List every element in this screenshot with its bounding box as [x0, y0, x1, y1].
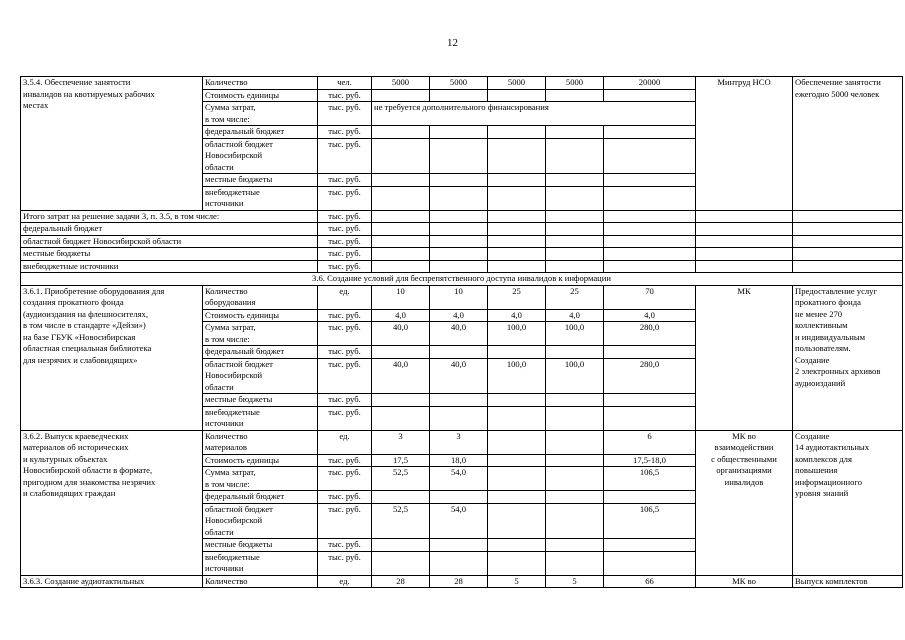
year-value-cell: [546, 235, 604, 248]
year-value-cell: [488, 346, 546, 359]
unit-cell: тыс. руб.: [318, 186, 372, 210]
year-value-cell: [546, 260, 604, 273]
unit-cell: тыс. руб.: [318, 260, 372, 273]
indicator-label: местные бюджеты: [203, 394, 318, 407]
executor-cell: [696, 210, 793, 223]
year-value-cell: [488, 503, 546, 539]
expected-result-cell: [793, 223, 903, 236]
indicator-label: внебюджетные источники: [203, 551, 318, 575]
year-value-cell: [372, 89, 430, 102]
executor-cell: Минтруд НСО: [696, 77, 793, 211]
executor-cell: [696, 260, 793, 273]
indicator-label: Сумма затрат, в том числе:: [203, 322, 318, 346]
year-value-cell: [546, 346, 604, 359]
year-value-cell: [372, 491, 430, 504]
year-value-cell: [372, 126, 430, 139]
total-value-cell: 106,5: [604, 467, 696, 491]
program-activities-table: [20, 76, 903, 588]
year-value-cell: 40,0: [430, 322, 488, 346]
unit-cell: тыс. руб.: [318, 174, 372, 187]
year-value-cell: [372, 551, 430, 575]
year-value-cell: [488, 551, 546, 575]
year-value-cell: 10: [372, 285, 430, 309]
total-value-cell: [604, 406, 696, 430]
total-value-cell: 6: [604, 430, 696, 454]
indicator-label: внебюджетные источники: [203, 186, 318, 210]
indicator-label: федеральный бюджет: [203, 346, 318, 359]
total-value-cell: [604, 539, 696, 552]
year-value-cell: [430, 235, 488, 248]
unit-cell: тыс. руб.: [318, 309, 372, 322]
unit-cell: тыс. руб.: [318, 358, 372, 394]
table-row: [21, 273, 903, 286]
year-value-cell: 4,0: [430, 309, 488, 322]
year-value-cell: [372, 174, 430, 187]
total-label: местные бюджеты: [21, 248, 318, 261]
year-value-cell: [546, 503, 604, 539]
year-value-cell: [488, 491, 546, 504]
year-value-cell: [372, 406, 430, 430]
year-value-cell: [546, 551, 604, 575]
year-value-cell: [430, 223, 488, 236]
year-value-cell: 3: [430, 430, 488, 454]
year-value-cell: 28: [372, 575, 430, 588]
indicator-label: Количество материалов: [203, 430, 318, 454]
total-value-cell: 280,0: [604, 358, 696, 394]
year-value-cell: [546, 394, 604, 407]
unit-cell: тыс. руб.: [318, 223, 372, 236]
table-row: [21, 575, 903, 588]
year-value-cell: [488, 186, 546, 210]
indicator-label: Количество оборудования: [203, 285, 318, 309]
table-row: [21, 235, 903, 248]
unit-cell: тыс. руб.: [318, 210, 372, 223]
expected-result-cell: Обеспечение занятости ежегодно 5000 человек: [793, 77, 903, 211]
year-value-cell: [372, 394, 430, 407]
indicator-label: Количество: [203, 77, 318, 90]
unit-cell: тыс. руб.: [318, 346, 372, 359]
total-value-cell: 70: [604, 285, 696, 309]
year-value-cell: [546, 430, 604, 454]
expected-result-cell: [793, 248, 903, 261]
unit-cell: тыс. руб.: [318, 138, 372, 174]
year-value-cell: 40,0: [430, 358, 488, 394]
indicator-label: внебюджетные источники: [203, 406, 318, 430]
year-value-cell: 5000: [546, 77, 604, 90]
year-value-cell: [488, 430, 546, 454]
year-value-cell: [546, 210, 604, 223]
indicator-label: Стоимость единицы: [203, 309, 318, 322]
year-value-cell: [372, 138, 430, 174]
year-value-cell: [488, 89, 546, 102]
total-value-cell: 280,0: [604, 322, 696, 346]
year-value-cell: [546, 126, 604, 139]
year-value-cell: [430, 138, 488, 174]
indicator-label: федеральный бюджет: [203, 126, 318, 139]
table-row: [21, 430, 903, 454]
year-value-cell: 40,0: [372, 358, 430, 394]
total-value-cell: [604, 551, 696, 575]
year-value-cell: 17,5: [372, 454, 430, 467]
year-value-cell: 28: [430, 575, 488, 588]
expected-result-cell: [793, 235, 903, 248]
activity-title: 3.6.3. Создание аудиотактильных: [21, 575, 203, 588]
year-value-cell: [546, 454, 604, 467]
indicator-label: областной бюджет Новосибирской области: [203, 358, 318, 394]
unit-cell: тыс. руб.: [318, 126, 372, 139]
year-value-cell: [430, 260, 488, 273]
unit-cell: тыс. руб.: [318, 539, 372, 552]
total-value-cell: 106,5: [604, 503, 696, 539]
year-value-cell: 4,0: [546, 309, 604, 322]
year-value-cell: 100,0: [488, 322, 546, 346]
year-value-cell: [372, 210, 430, 223]
indicator-label: местные бюджеты: [203, 539, 318, 552]
indicator-label: Сумма затрат, в том числе:: [203, 102, 318, 126]
unit-cell: тыс. руб.: [318, 454, 372, 467]
total-value-cell: [604, 210, 696, 223]
total-value-cell: [604, 394, 696, 407]
indicator-label: областной бюджет Новосибирской области: [203, 503, 318, 539]
year-value-cell: [488, 260, 546, 273]
expected-result-cell: Предоставление услуг прокатного фонда не менее 270 коллективным и индивидуальным пользователям. Создание 2 электронных архивов аудиоизданий: [793, 285, 903, 430]
year-value-cell: [488, 248, 546, 261]
unit-cell: тыс. руб.: [318, 322, 372, 346]
year-value-cell: 54,0: [430, 503, 488, 539]
year-value-cell: [488, 406, 546, 430]
executor-cell: МК во взаимодействии с общественными организациями инвалидов: [696, 430, 793, 575]
year-value-cell: [372, 186, 430, 210]
year-value-cell: 5000: [430, 77, 488, 90]
year-value-cell: [488, 235, 546, 248]
year-value-cell: [488, 394, 546, 407]
year-value-cell: [430, 89, 488, 102]
total-value-cell: [604, 260, 696, 273]
activity-title: 3.6.1. Приобретение оборудования для создания прокатного фонда (аудиоиздания на флешносителях, в том числе в стандарте «Дейзи») на базе ГБУК «Новосибирская областная специальная библиотека для незрячих и слабовидящих»: [21, 285, 203, 430]
year-value-cell: 25: [546, 285, 604, 309]
year-value-cell: [488, 138, 546, 174]
financing-note: не требуется дополнительного финансирования: [372, 102, 696, 126]
year-value-cell: 100,0: [546, 322, 604, 346]
year-value-cell: [430, 346, 488, 359]
activity-title: 3.6.2. Выпуск краеведческих материалов об исторических и культурных объектах Новосибирской области в формате, пригодном для знакомства незрячих и слабовидящих граждан: [21, 430, 203, 575]
year-value-cell: [546, 174, 604, 187]
total-value-cell: [604, 235, 696, 248]
section-header: 3.6. Создание условий для беспрепятственного доступа инвалидов к информации: [21, 273, 903, 286]
table-row: [21, 210, 903, 223]
year-value-cell: [546, 539, 604, 552]
total-value-cell: 66: [604, 575, 696, 588]
executor-cell: МК: [696, 285, 793, 430]
indicator-label: местные бюджеты: [203, 174, 318, 187]
year-value-cell: [546, 186, 604, 210]
unit-cell: ед.: [318, 430, 372, 454]
unit-cell: тыс. руб.: [318, 467, 372, 491]
indicator-label: Стоимость единицы: [203, 454, 318, 467]
year-value-cell: [546, 467, 604, 491]
unit-cell: чел.: [318, 77, 372, 90]
unit-cell: тыс. руб.: [318, 235, 372, 248]
expected-result-cell: Создание 14 аудиотактильных комплексов для повышения информационного уровня знаний: [793, 430, 903, 575]
total-value-cell: [604, 89, 696, 102]
unit-cell: тыс. руб.: [318, 89, 372, 102]
year-value-cell: [546, 89, 604, 102]
year-value-cell: [546, 406, 604, 430]
year-value-cell: 3: [372, 430, 430, 454]
total-value-cell: [604, 491, 696, 504]
indicator-label: федеральный бюджет: [203, 491, 318, 504]
year-value-cell: [430, 186, 488, 210]
year-value-cell: [372, 235, 430, 248]
total-value-cell: [604, 126, 696, 139]
year-value-cell: [488, 174, 546, 187]
year-value-cell: [430, 126, 488, 139]
year-value-cell: [372, 346, 430, 359]
unit-cell: тыс. руб.: [318, 503, 372, 539]
year-value-cell: [372, 248, 430, 261]
year-value-cell: [430, 174, 488, 187]
year-value-cell: 4,0: [488, 309, 546, 322]
year-value-cell: [372, 223, 430, 236]
total-label: Итого затрат на решение задачи 3, п. 3.5, в том числе:: [21, 210, 318, 223]
indicator-label: областной бюджет Новосибирской области: [203, 138, 318, 174]
table-body: [21, 77, 903, 588]
unit-cell: тыс. руб.: [318, 394, 372, 407]
year-value-cell: 54,0: [430, 467, 488, 491]
table-row: [21, 285, 903, 309]
unit-cell: тыс. руб.: [318, 551, 372, 575]
indicator-label: Количество: [203, 575, 318, 588]
year-value-cell: [430, 539, 488, 552]
total-value-cell: [604, 138, 696, 174]
total-value-cell: 4,0: [604, 309, 696, 322]
table-row: [21, 77, 903, 90]
total-value-cell: [604, 174, 696, 187]
year-value-cell: 18,0: [430, 454, 488, 467]
unit-cell: тыс. руб.: [318, 491, 372, 504]
year-value-cell: [488, 223, 546, 236]
year-value-cell: 10: [430, 285, 488, 309]
unit-cell: ед.: [318, 285, 372, 309]
unit-cell: ед.: [318, 575, 372, 588]
year-value-cell: 25: [488, 285, 546, 309]
expected-result-cell: Выпуск комплектов: [793, 575, 903, 588]
total-value-cell: 17,5-18,0: [604, 454, 696, 467]
year-value-cell: [546, 248, 604, 261]
total-label: федеральный бюджет: [21, 223, 318, 236]
year-value-cell: [430, 248, 488, 261]
year-value-cell: [372, 539, 430, 552]
table-row: [21, 260, 903, 273]
year-value-cell: [546, 138, 604, 174]
executor-cell: [696, 248, 793, 261]
executor-cell: [696, 235, 793, 248]
unit-cell: тыс. руб.: [318, 406, 372, 430]
page-number: 12: [447, 37, 458, 49]
year-value-cell: [546, 223, 604, 236]
table-row: [21, 223, 903, 236]
total-value-cell: [604, 346, 696, 359]
year-value-cell: [488, 467, 546, 491]
total-value-cell: [604, 223, 696, 236]
total-label: внебюджетные источники: [21, 260, 318, 273]
table-row: [21, 248, 903, 261]
year-value-cell: [430, 210, 488, 223]
total-value-cell: [604, 248, 696, 261]
indicator-label: Стоимость единицы: [203, 89, 318, 102]
executor-cell: [696, 223, 793, 236]
year-value-cell: 5: [546, 575, 604, 588]
year-value-cell: [430, 491, 488, 504]
year-value-cell: [430, 394, 488, 407]
expected-result-cell: [793, 260, 903, 273]
year-value-cell: 52,5: [372, 467, 430, 491]
year-value-cell: 40,0: [372, 322, 430, 346]
indicator-label: Сумма затрат, в том числе:: [203, 467, 318, 491]
year-value-cell: 100,0: [488, 358, 546, 394]
year-value-cell: 5000: [372, 77, 430, 90]
year-value-cell: [488, 454, 546, 467]
unit-cell: тыс. руб.: [318, 102, 372, 126]
year-value-cell: 52,5: [372, 503, 430, 539]
year-value-cell: [488, 210, 546, 223]
expected-result-cell: [793, 210, 903, 223]
year-value-cell: 100,0: [546, 358, 604, 394]
year-value-cell: [488, 126, 546, 139]
year-value-cell: [430, 551, 488, 575]
year-value-cell: [430, 406, 488, 430]
year-value-cell: [488, 539, 546, 552]
year-value-cell: [546, 491, 604, 504]
executor-cell: МК во: [696, 575, 793, 588]
total-value-cell: [604, 186, 696, 210]
unit-cell: тыс. руб.: [318, 248, 372, 261]
year-value-cell: 4,0: [372, 309, 430, 322]
activity-title: 3.5.4. Обеспечение занятости инвалидов на квотируемых рабочих местах: [21, 77, 203, 211]
year-value-cell: 5000: [488, 77, 546, 90]
year-value-cell: 5: [488, 575, 546, 588]
total-value-cell: 20000: [604, 77, 696, 90]
total-label: областной бюджет Новосибирской области: [21, 235, 318, 248]
year-value-cell: [372, 260, 430, 273]
